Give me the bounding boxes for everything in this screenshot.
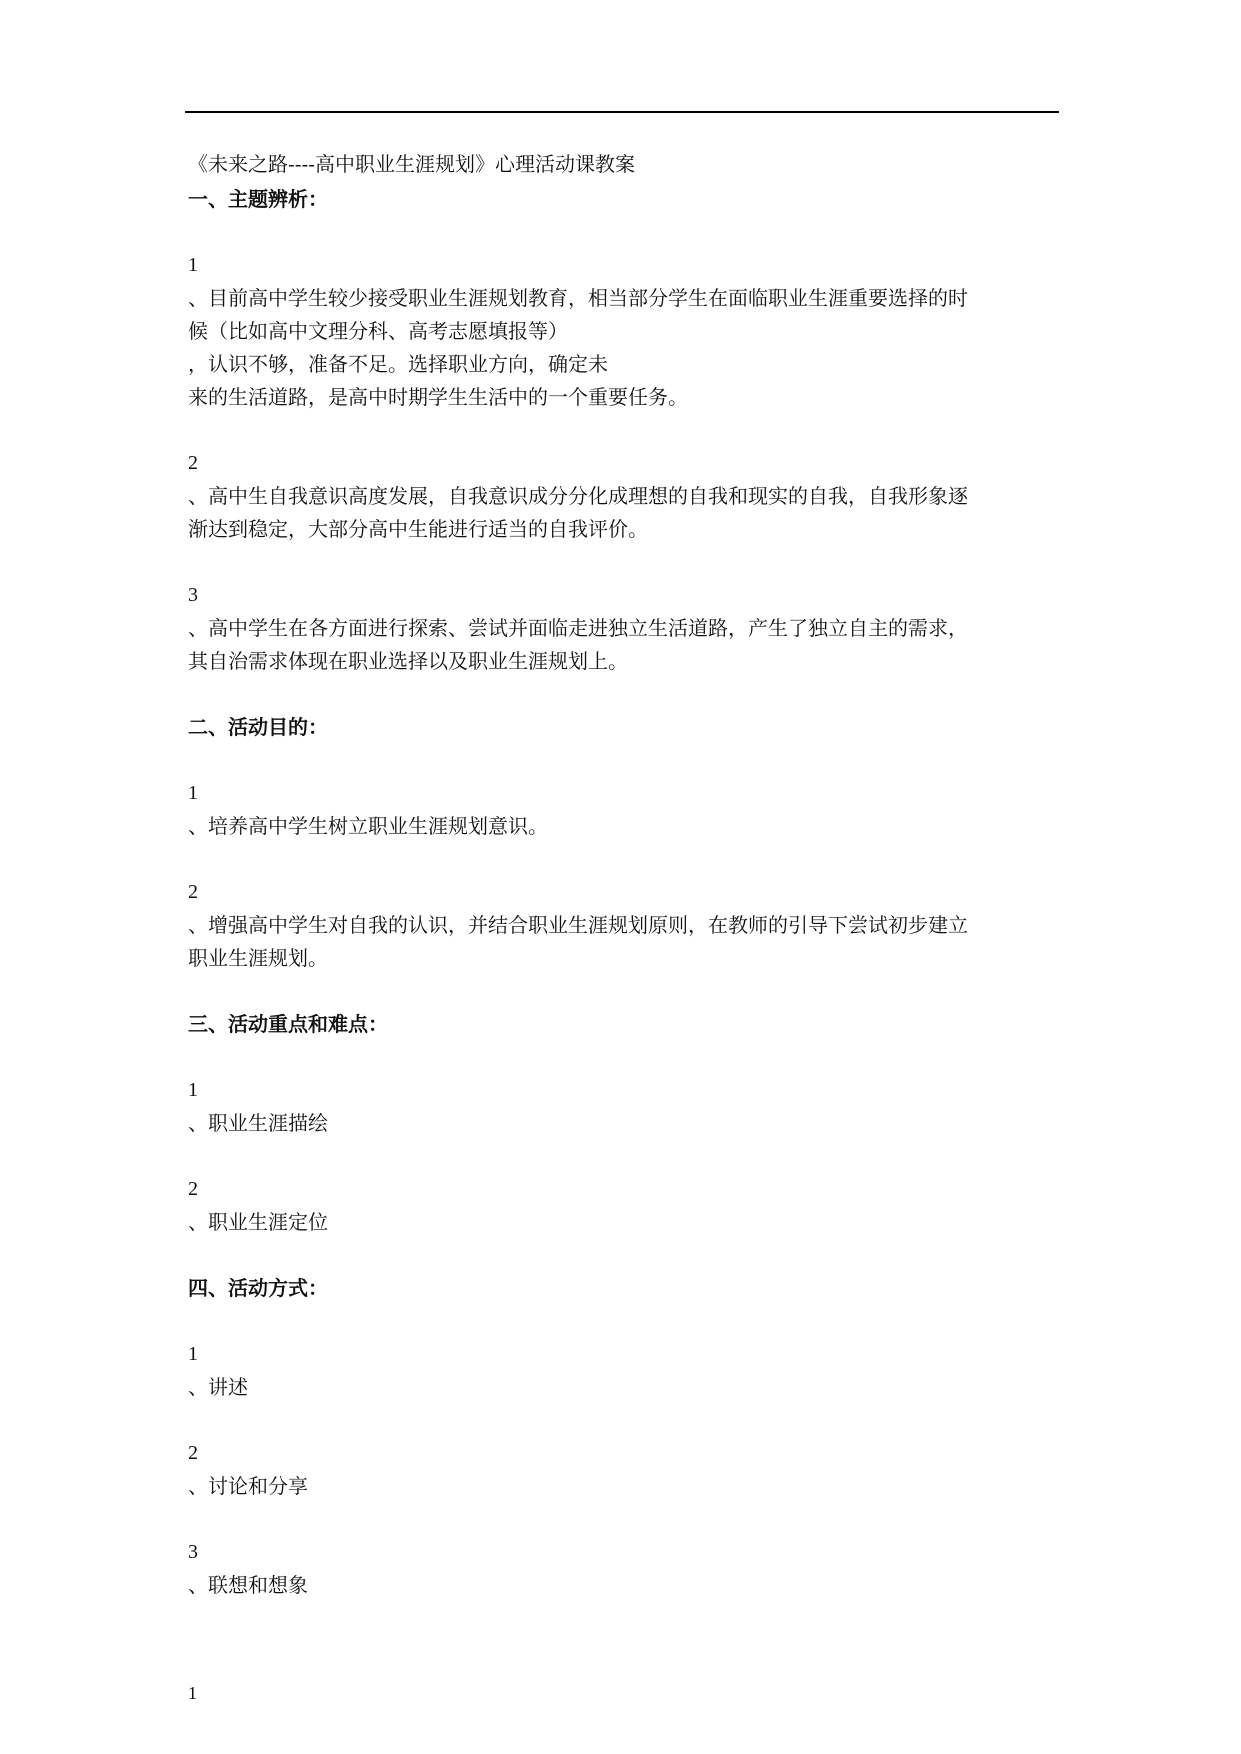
item-number: 2: [188, 1442, 198, 1464]
item-number: 1: [188, 1079, 198, 1101]
item-text-line: 职业生涯规划。: [188, 946, 328, 970]
header-rule: [185, 111, 1059, 113]
item-text-line: 、目前高中学生较少接受职业生涯规划教育，相当部分学生在面临职业生涯重要选择的时: [188, 286, 968, 310]
item-number: 2: [188, 881, 198, 903]
item-number: 3: [188, 584, 198, 606]
item-text-line: 其自治需求体现在职业选择以及职业生涯规划上。: [188, 649, 628, 673]
item-text-line: 候（比如高中文理分科、高考志愿填报等）: [188, 319, 568, 343]
page-number: 1: [188, 1683, 197, 1703]
item-text-line: 、培养高中学生树立职业生涯规划意识。: [188, 814, 548, 838]
item-number: 2: [188, 1178, 198, 1200]
item-text-line: 来的生活道路，是高中时期学生生活中的一个重要任务。: [188, 385, 688, 409]
item-text-line: 、高中生自我意识高度发展，自我意识成分分化成理想的自我和现实的自我，自我形象逐: [188, 484, 968, 508]
section-heading: 二、活动目的：: [188, 715, 328, 739]
item-text-line: 、讨论和分享: [188, 1474, 308, 1498]
section-heading: 三、活动重点和难点：: [188, 1012, 388, 1036]
item-text-line: 、高中学生在各方面进行探索、尝试并面临走进独立生活道路，产生了独立自主的需求，: [188, 616, 968, 640]
item-number: 3: [188, 1541, 198, 1563]
item-text-line: 、职业生涯定位: [188, 1210, 328, 1234]
item-number: 1: [188, 1343, 198, 1365]
item-number: 1: [188, 254, 198, 276]
document-title: 《未来之路----高中职业生涯规划》心理活动课教案: [188, 152, 636, 176]
item-text-line: 、增强高中学生对自我的认识，并结合职业生涯规划原则，在教师的引导下尝试初步建立: [188, 913, 968, 937]
item-text-line: 、职业生涯描绘: [188, 1111, 328, 1135]
item-text-line: 渐达到稳定，大部分高中生能进行适当的自我评价。: [188, 517, 648, 541]
section-heading: 四、活动方式：: [188, 1276, 328, 1300]
item-text-line: 、讲述: [188, 1375, 248, 1399]
section-heading: 一、主题辨析：: [188, 187, 328, 211]
item-text-line: ，认识不够，准备不足。选择职业方向，确定未: [188, 352, 608, 376]
item-number: 1: [188, 782, 198, 804]
item-number: 2: [188, 452, 198, 474]
item-text-line: 、联想和想象: [188, 1573, 308, 1597]
